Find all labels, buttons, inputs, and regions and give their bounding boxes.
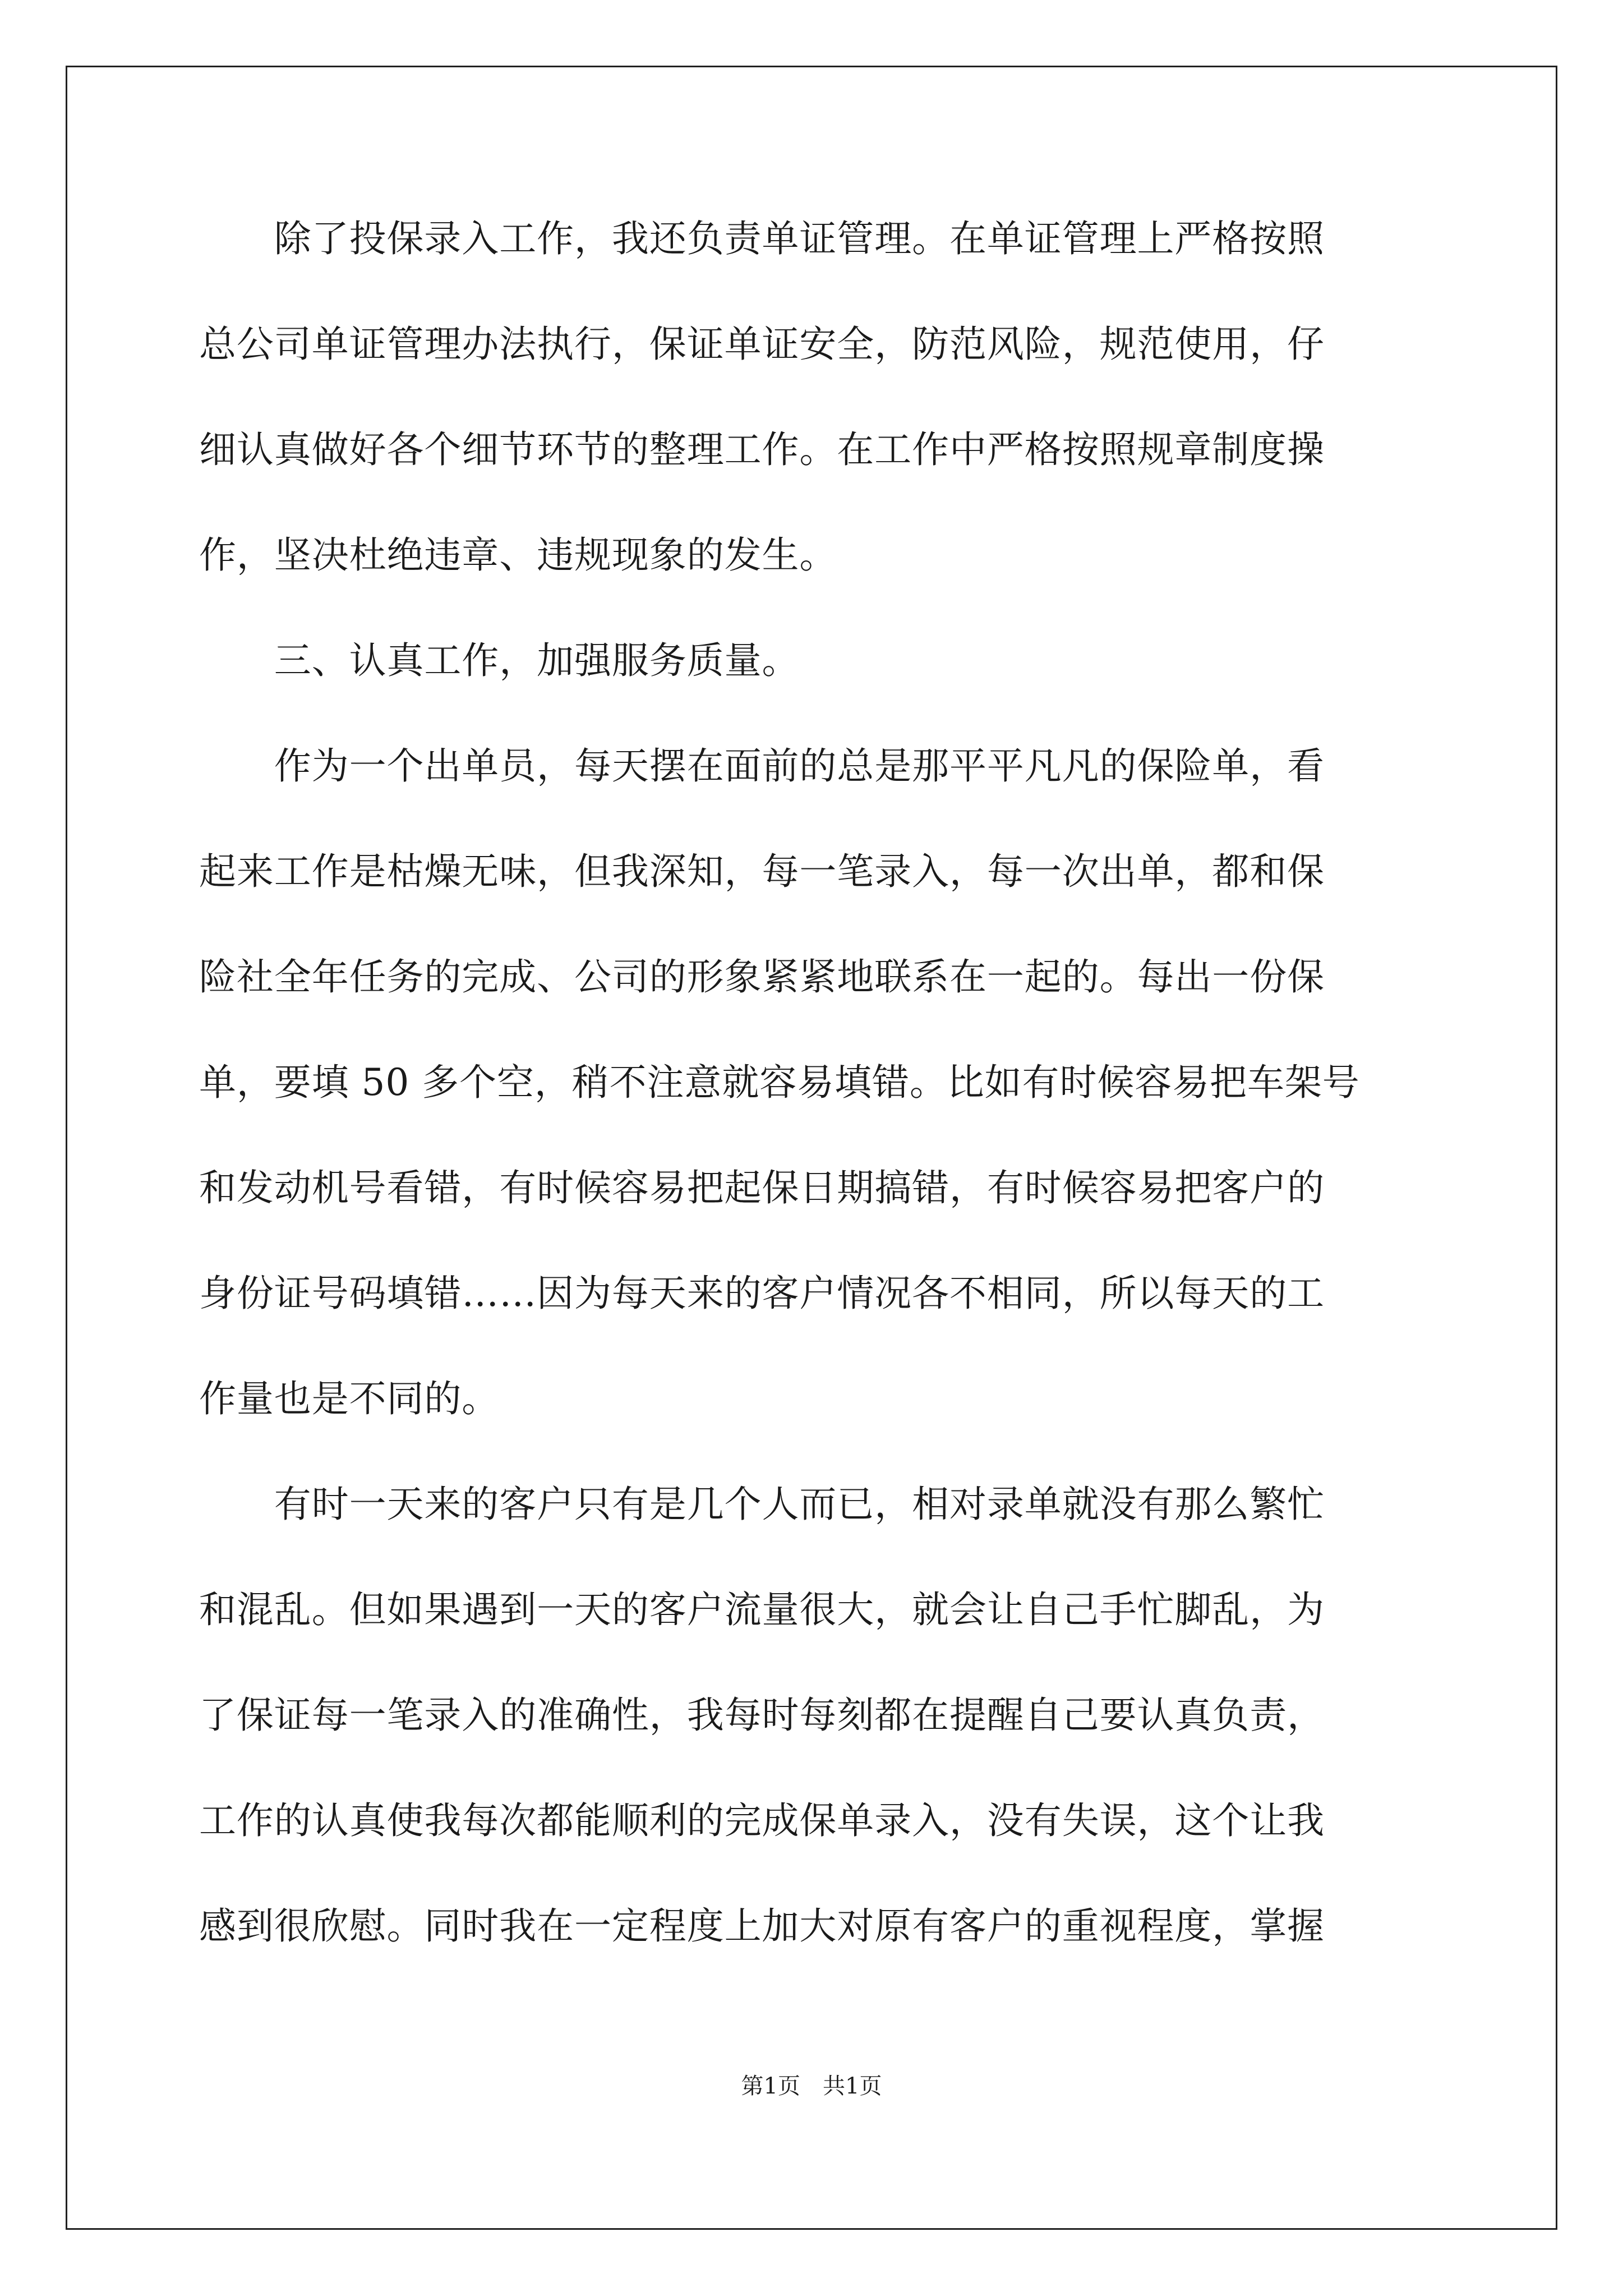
section-heading: 三、认真工作，加强服务质量。 [199,639,800,682]
text-line: 和发动机号看错，有时候容易把起保日期搞错，有时候容易把客户的 [199,1166,1325,1209]
text-line: 作量也是不同的。 [199,1377,500,1420]
text-line: 了保证每一笔录入的准确性，我每时每刻都在提醒自己要认真负责， [199,1694,1325,1737]
text-line: 除了投保录入工作，我还负责单证管理。在单证管理上严格按照 [199,217,1325,260]
document-body [199,217,1423,2013]
text-line: 险社全年任务的完成、公司的形象紧紧地联系在一起的。每出一份保 [199,955,1325,999]
text-line: 工作的认真使我每次都能顺利的完成保单录入，没有失误，这个让我 [199,1799,1325,1842]
text-line: 作为一个出单员，每天摆在面前的总是那平平凡凡的保险单，看 [199,744,1325,788]
text-line: 细认真做好各个细节环节的整理工作。在工作中严格按照规章制度操 [199,428,1325,471]
text-line: 起来工作是枯燥无味，但我深知，每一笔录入，每一次出单，都和保 [199,850,1325,893]
text-line: 单，要填 50 多个空，稍不注意就容易填错。比如有时候容易把车架号 [199,1061,1360,1104]
text-line: 作，坚决杜绝违章、违规现象的发生。 [199,533,837,577]
text-line: 总公司单证管理办法执行，保证单证安全，防范风险，规范使用，仔 [199,323,1325,366]
text-line: 感到很欣慰。同时我在一定程度上加大对原有客户的重视程度，掌握 [199,1904,1325,1948]
text-line: 和混乱。但如果遇到一天的客户流量很大，就会让自己手忙脚乱，为 [199,1588,1325,1631]
text-line: 有时一天来的客户只有是几个人而已，相对录单就没有那么繁忙 [199,1483,1325,1526]
page-number-footer: 第1页 共1页 [741,2073,882,2099]
text-line: 身份证号码填错……因为每天来的客户情况各不相同，所以每天的工 [199,1272,1325,1315]
